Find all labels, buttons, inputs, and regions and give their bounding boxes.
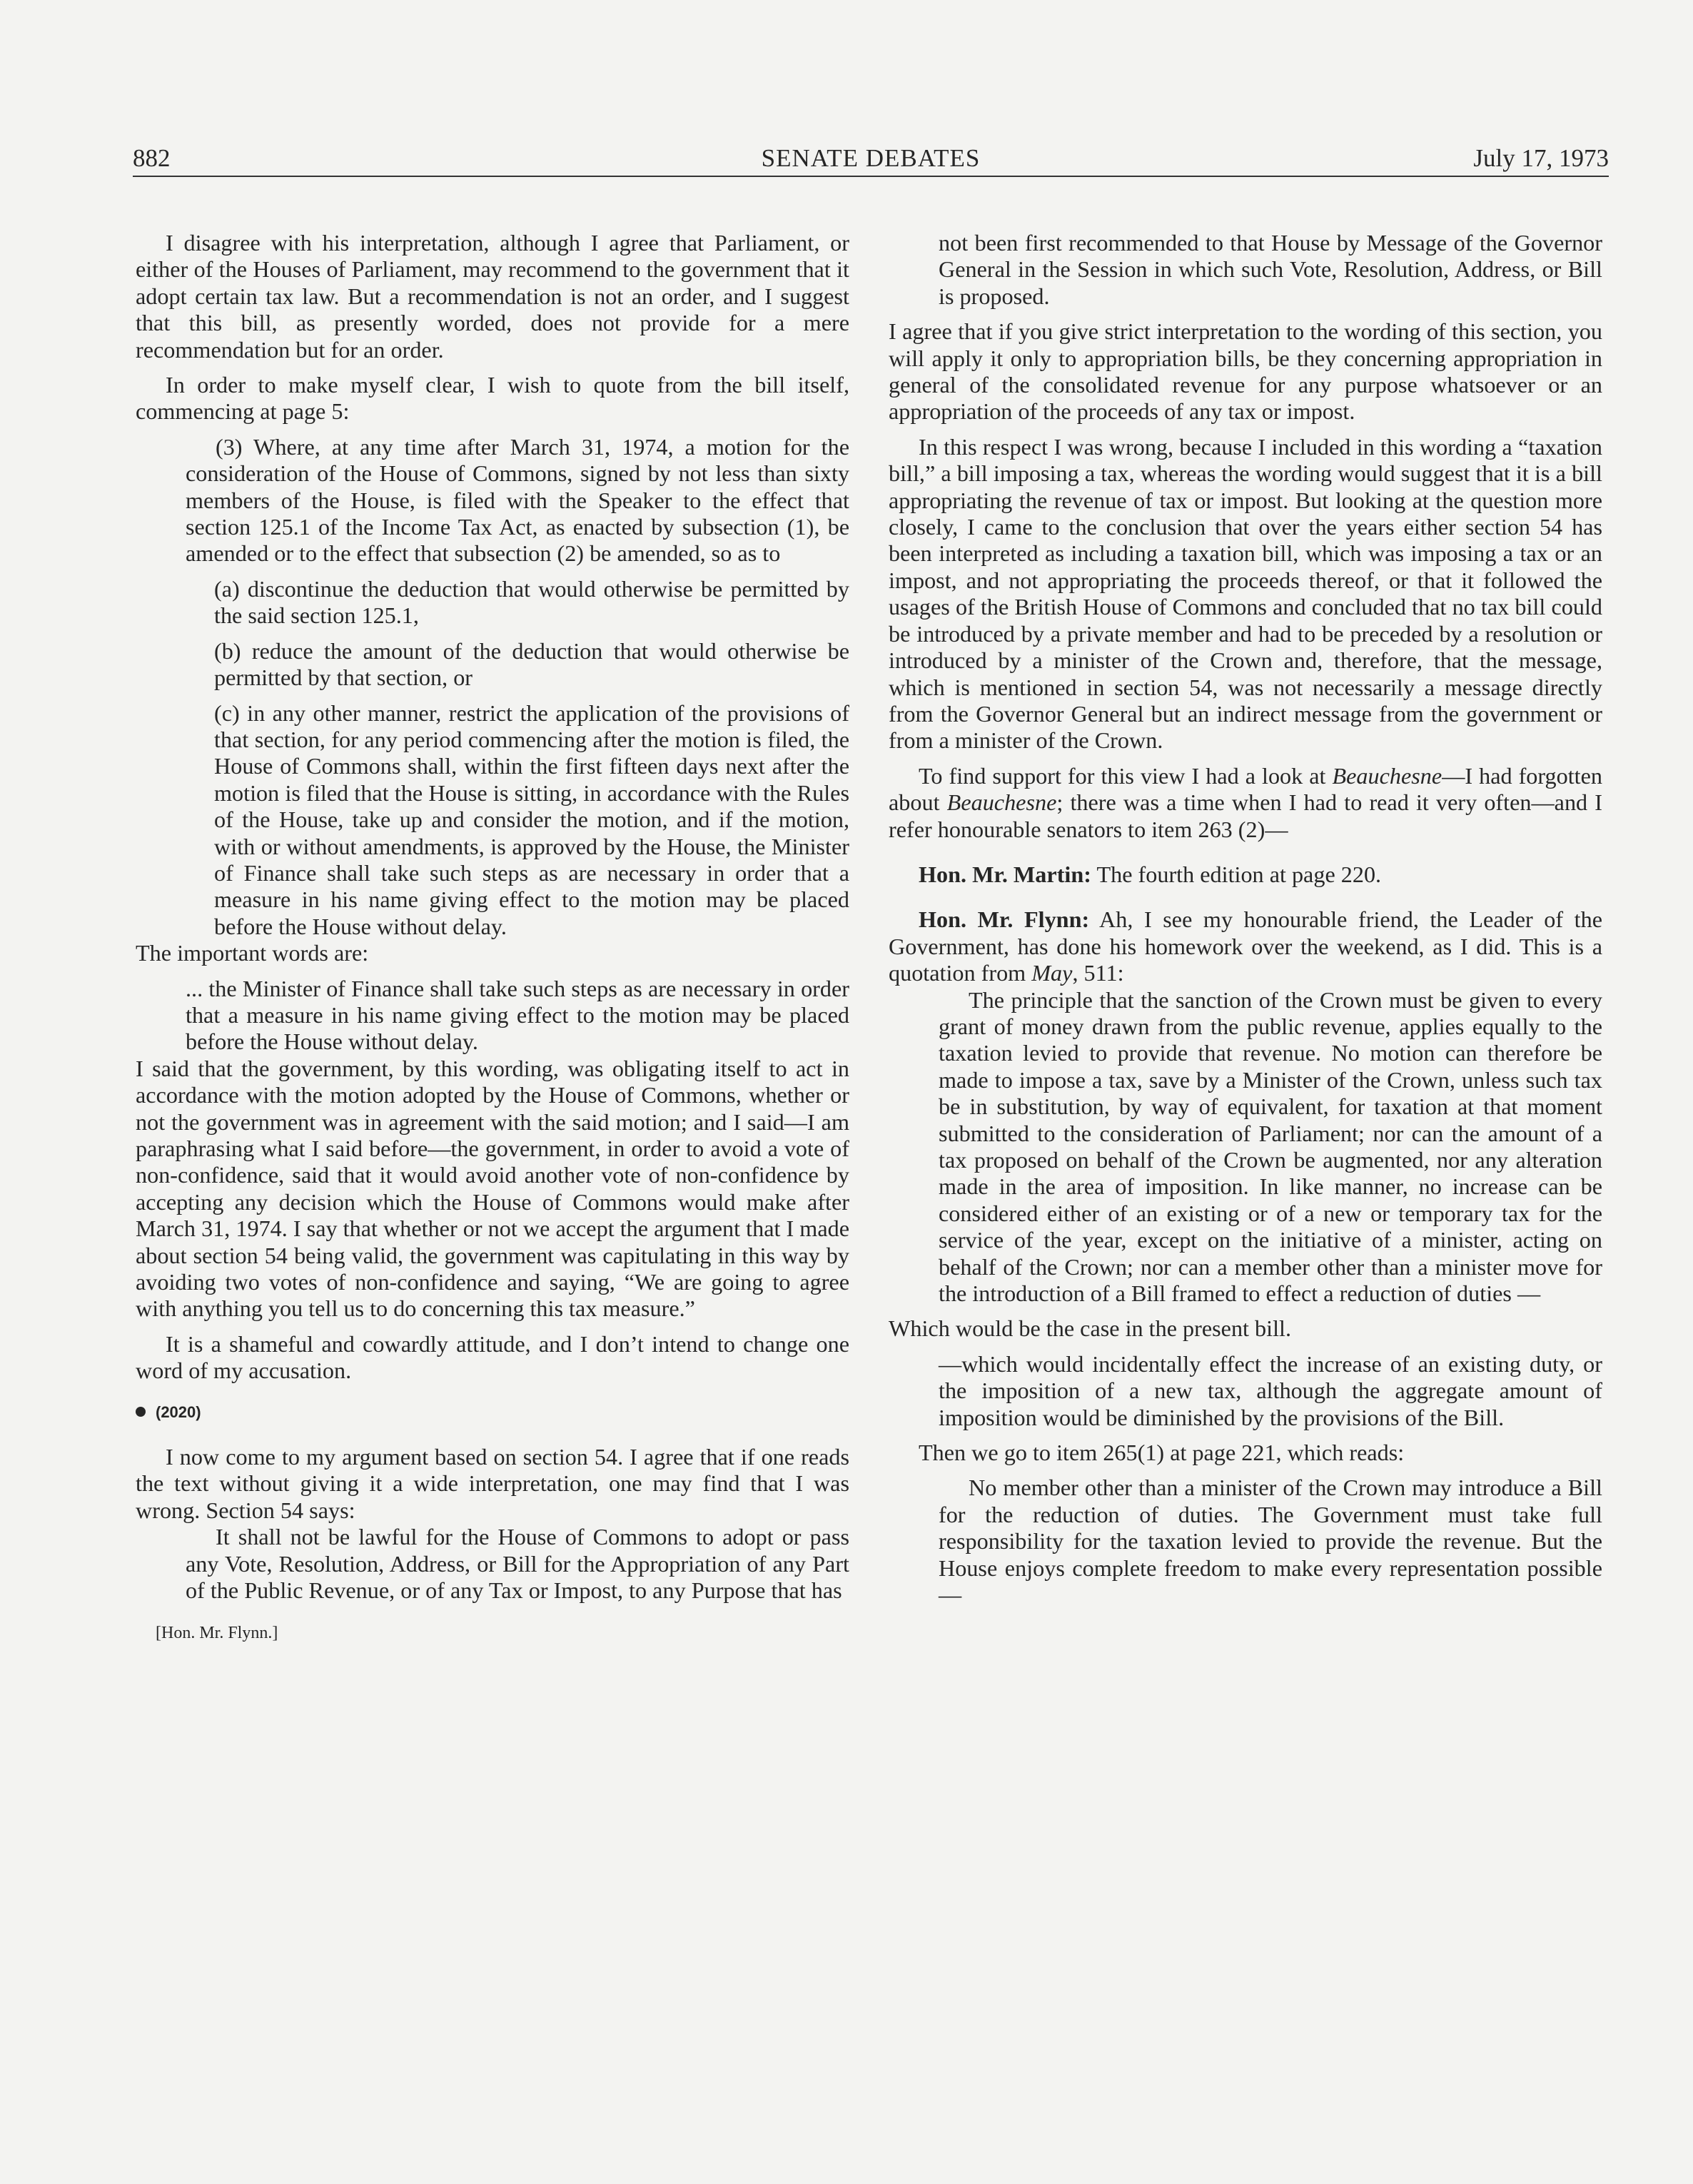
section-54-quote-continued: not been first recommended to that House by Message of the Governor General in the Session in which such Vote, Resolution, Address, or Bill is proposed. bbox=[939, 230, 1602, 309]
right-column bbox=[889, 230, 1602, 1609]
book-title: Beauchesne bbox=[1332, 762, 1442, 789]
bill-quote-subsection-3: (3) Where, at any time after March 31, 1974, a motion for the consideration of the House of Commons, signed by not less than sixty members of the House, is filed with the Speaker to the effect that section 125.1 of the Income Tax Act, as enacted by subsection (1), be amended or to the effect that subsection (2) be amended, so as to bbox=[186, 433, 849, 567]
paragraph: I said that the government, by this wording, was obligating itself to act in accordance with the motion adopted by the House of Commons, whether or not the government was in agreement with the said motion; and I said—I am paraphrasing what I said before—the government, in order to avoid a vote of non-confidence, said that it would avoid another vote of non-confidence by accepting any decision which the House of Commons would make after March 31, 1974. I say that whether or not we accept the argument that I made about section 54 being valid, the government was capitulating in this way by avoiding two votes of non-confidence and saying, “We are going to agree with anything you tell us to do concerning this tax measure.” bbox=[136, 1055, 849, 1322]
paragraph: Which would be the case in the present bill. bbox=[889, 1315, 1292, 1342]
paragraph: The important words are: bbox=[136, 940, 369, 966]
paragraph: In order to make myself clear, I wish to quote from the bill itself, commencing at page 5: bbox=[136, 372, 849, 425]
time-marker bbox=[136, 1399, 849, 1425]
book-title: Beauchesne bbox=[946, 789, 1057, 816]
publication-title: SENATE DEBATES bbox=[761, 144, 981, 172]
page-number: 882 bbox=[133, 144, 171, 172]
bullet-icon bbox=[136, 1407, 146, 1417]
quote-important-words: ... the Minister of Finance shall take such steps as are necessary in order that a measure in his name giving effect to the motion may be placed before the House without delay. bbox=[186, 975, 849, 1055]
item-265-quote: No member other than a minister of the Crown may introduce a Bill for the reduction of duties. The Government must take full responsibility for the taxation levied to provide the revenue. But the House enjoys complete freedom to make every representation possible— bbox=[939, 1475, 1602, 1608]
left-column bbox=[136, 230, 849, 1647]
speech-text: The fourth edition at page 220. bbox=[1091, 861, 1382, 887]
paragraph: It is a shameful and cowardly attitude, and I don’t intend to change one word of my accusation. bbox=[136, 1330, 849, 1384]
bill-quote-item-a: (a) discontinue the deduction that would otherwise be permitted by the said section 125.1, bbox=[214, 575, 849, 629]
paragraph: I agree that if you give strict interpretation to the wording of this section, you will apply it only to appropriation bills, be they concerning appropriation in general of the consolidated revenue for any purpose whatsoever or an appropriation of the proceeds of any tax or impost. bbox=[889, 318, 1602, 425]
speaker-attribution: [Hon. Mr. Flynn.] bbox=[156, 1623, 278, 1642]
may-quote: The principle that the sanction of the Crown must be given to every grant of money drawn from the public revenue, applies equally to the taxation levied to provide that revenue. No motion can therefore be made to impose a tax, save by a Minister of the Crown, unless such tax be in substitution, by way of equivalent, for taxation at that moment submitted to the consideration of Parliament; nor can the amount of a tax proposed on behalf of the Crown be augmented, nor any alteration made in the area of imposition. In like manner, no increase can be considered either of an existing or of a new or temporary tax for the service of the year, except on the initiative of a minister, acting on behalf of the Crown; nor can a member other than a minister move for the introduction of a Bill framed to effect a reduction of duties — bbox=[939, 986, 1602, 1307]
speech-flynn bbox=[889, 906, 1602, 986]
paragraph: Then we go to item 265(1) at page 221, which reads: bbox=[919, 1440, 1405, 1466]
book-title: May bbox=[1031, 960, 1073, 986]
text-run: —I had forgotten about bbox=[889, 762, 1602, 816]
bill-quote-item-c: (c) in any other manner, restrict the application of the provisions of that section, for any period commencing after the motion is filed, the House of Commons shall, within the first fifteen days next after the motion is filed that the House is sitting, in accordance with the Rules of the House, take up and consider the motion, and if the motion, with or without amendments, is approved by the House, the Minister of Finance shall take such steps as are necessary in order that a measure in his name giving effect to the motion may be placed before the House without delay. bbox=[214, 699, 849, 939]
session-date: July 17, 1973 bbox=[1473, 144, 1609, 172]
speech-text: Ah, I see my honourable friend, the Leader of the Government, has done his homework over the weekend, as I did. This is a quotation from bbox=[889, 906, 1602, 986]
paragraph: I now come to my argument based on section 54. I agree that if one reads the text without giving it a wide interpretation, one may find that I was wrong. Section 54 says: bbox=[136, 1444, 849, 1523]
may-quote-continued: —which would incidentally effect the increase of an existing duty, or the imposition of a new tax, although the aggregate amount of imposition would be diminished by the provisions of the Bill. bbox=[939, 1350, 1602, 1430]
text-run: ; there was a time when I had to read it very often—and I refer honourable senators to item 263 (2)— bbox=[889, 789, 1602, 842]
header-rule bbox=[133, 176, 1609, 177]
paragraph: In this respect I was wrong, because I included in this wording a “taxation bill,” a bill imposing a tax, whereas the wording would suggest that it is a bill appropriating the revenue of tax or impost. But looking at the question more closely, I came to the conclusion that over the years either section 54 has been interpreted as including a taxation bill, which was imposing a tax or an impost, and not appropriating the proceeds thereof, or that it followed the usages of the British House of Commons and concluded that no tax bill could be introduced by a private member and had to be preceded by a resolution or introduced by a minister of the Crown and, therefore, that the message, which is mentioned in section 54, was not necessarily a message directly from the Governor General but an indirect message from the government or from a minister of the Crown. bbox=[889, 433, 1602, 754]
text-run: To find support for this view I had a look at bbox=[919, 762, 1333, 789]
speaker-name: Hon. Mr. Flynn: bbox=[919, 906, 1090, 933]
speech-martin bbox=[889, 861, 1602, 888]
paragraph bbox=[889, 763, 1602, 843]
page-header bbox=[133, 144, 1609, 177]
bill-quote-item-b: (b) reduce the amount of the deduction that would otherwise be permitted by that section, or bbox=[214, 637, 849, 691]
speaker-name: Hon. Mr. Martin: bbox=[919, 861, 1091, 887]
time-marker-text: (2020) bbox=[156, 1402, 201, 1421]
speech-text: , 511: bbox=[1072, 960, 1124, 986]
section-54-quote: It shall not be lawful for the House of Commons to adopt or pass any Vote, Resolution, Address, or Bill for the Appropriation of any Part of the Public Revenue, or of any Tax or Impost, to any Purpose that has bbox=[186, 1524, 849, 1604]
paragraph: I disagree with his interpretation, although I agree that Parliament, or either of the Houses of Parliament, may recommend to the government that it adopt certain tax law. But a recommendation is not an order, and I suggest that this bill, as presently worded, does not provide for a mere recommendation but for an order. bbox=[136, 230, 849, 363]
